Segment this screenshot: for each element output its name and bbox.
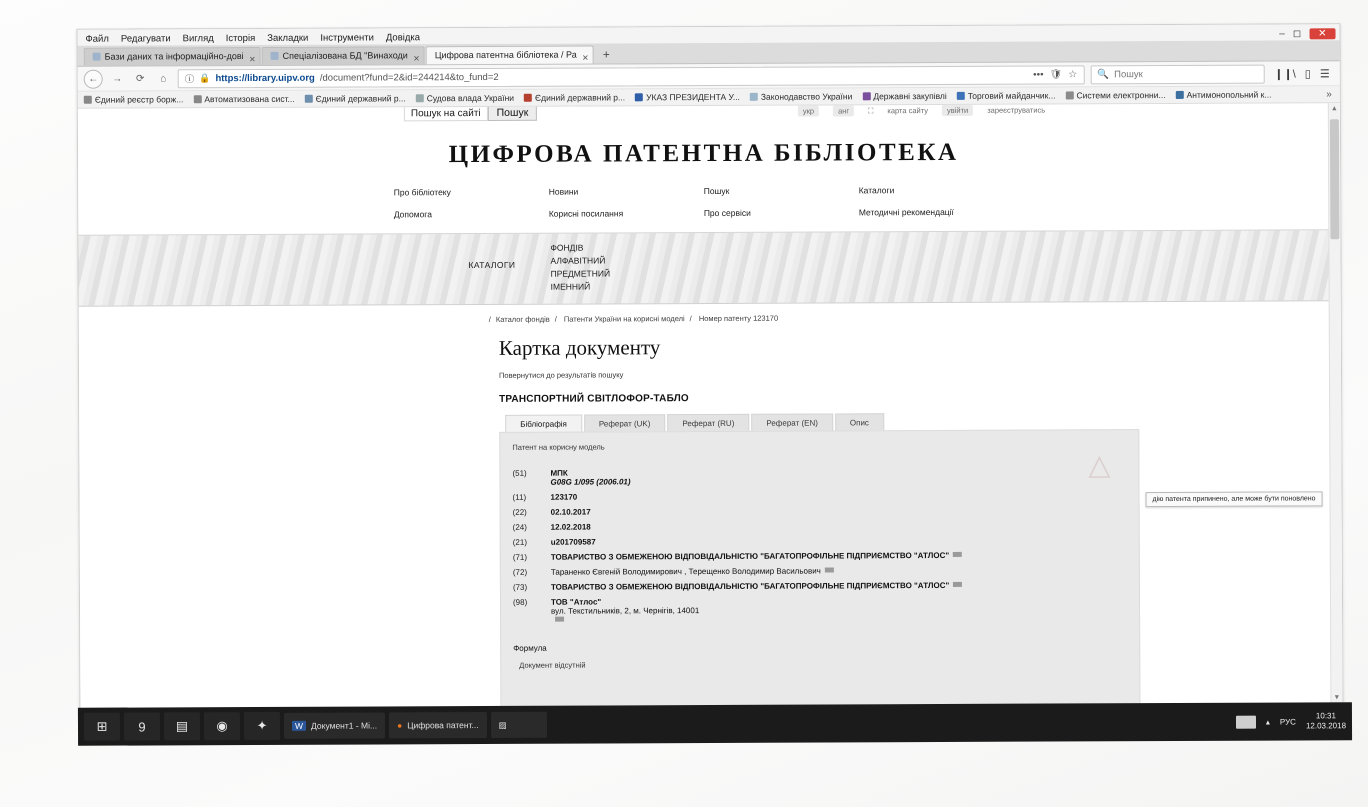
library-icon[interactable]: ❙❙\ [1274,67,1296,81]
taskbar-window-image[interactable] [491,712,547,738]
language-indicator[interactable]: РУС [1279,716,1296,727]
field-code: (98) [512,597,528,607]
bookmark-label: Судова влада України [426,92,515,104]
nav-item-search[interactable]: Пошук [703,185,730,197]
site-banner [78,229,1329,306]
bibliography-table [512,464,966,628]
taskbar-window-label: Цифрова патент... [407,720,479,731]
nav-item-catalogs[interactable]: Каталоги [858,185,895,196]
bookmark-label: Законодавство України [760,91,853,102]
maximize-button[interactable]: ◻ [1292,28,1302,40]
tab-favicon [93,53,101,61]
field-code: (51) [512,468,527,478]
bookmark-label: Автоматизована сист... [204,93,295,105]
status-tooltip: дію патента припинено, але може бути поновлено [1145,491,1322,507]
scrollbar-thumb[interactable] [1330,119,1340,239]
bookmark-item[interactable] [193,94,294,104]
new-tab-button[interactable]: + [602,47,610,62]
bookmark-label: Торговий майданчик... [967,90,1056,101]
table-row [513,593,966,628]
bookmark-favicon [524,94,532,102]
bookmark-favicon [862,92,870,100]
tab-favicon [271,52,279,60]
catalog-item-subject[interactable]: ПРЕДМЕТНИЙ [550,268,611,279]
bookmark-label: Антимонопольний к... [1186,89,1272,100]
tab-specialized-db[interactable] [262,46,425,65]
site-content [78,103,1332,708]
reload-button[interactable]: ⟳ [135,72,145,85]
toolbar-extras[interactable] [1270,67,1333,80]
breadcrumb-item-patent: Номер патенту 123170 [698,313,779,324]
nav-item-guidelines[interactable]: Методичні рекомендації [858,206,954,218]
clock-date: 12.03.2018 [1305,721,1347,731]
minimize-button[interactable]: – [1279,28,1285,40]
menu-item-history[interactable]: Історія [225,32,256,44]
tab-close-icon[interactable]: ✕ [582,53,589,63]
flag-icon [555,617,564,622]
tab-bibliography[interactable]: Бібліографія [505,415,582,432]
clock[interactable] [1306,711,1346,731]
site-title: ЦИФРОВА ПАТЕНТНА БІБЛІОТЕКА [448,138,959,169]
address-bar-tools[interactable] [1033,69,1077,80]
tab-label: Спеціалізована БД "Винаходи [282,50,408,61]
document-card [498,333,1316,709]
tab-digital-patent-library[interactable] [426,46,594,65]
field-value: ТОВАРИСТВО З ОБМЕЖЕНОЮ ВІДПОВІДАЛЬНІСТЮ "БАГАТОПРОФІЛЬНЕ ПІДПРИЄМСТВО "АТЛОС" [550,580,950,592]
image-icon: ▨ [498,719,507,730]
page-scrollbar[interactable] [1328,103,1343,703]
nav-item-links[interactable]: Корисні посилання [548,208,624,219]
bookmark-favicon [1065,91,1073,99]
page-title: Картка документу [498,335,661,360]
taskbar-item-app[interactable]: ✦ [244,712,280,740]
breadcrumb-item-fund[interactable]: Патенти України на корисні моделі [563,314,685,324]
field-code: (21) [512,537,527,547]
field-value: u201709587 [550,537,596,547]
flag-icon [953,552,962,557]
taskbar [78,702,1352,746]
formula-section [513,641,1127,670]
field-code: (72) [512,567,528,577]
forward-button[interactable]: → [112,73,123,85]
bookmark-label: Єдиний державний р... [535,92,626,103]
bookmark-favicon [193,95,201,103]
menu-item-file[interactable]: Файл [85,33,109,45]
keyboard-icon[interactable] [1236,715,1256,728]
nav-item-about[interactable]: Про бібліотеку [393,187,451,198]
taskbar-item-folder[interactable]: ▤ [164,712,200,740]
tab-abstract-ru[interactable]: Реферат (RU) [667,414,749,431]
field-value: Тараненко Євгеній Володимирович , Терещенко Володимир Васильович [550,566,821,577]
browser-window [76,23,1343,721]
tab-label: Цифрова патентна бібліотека / Ра [434,49,577,61]
lock-icon: 🔒 [199,72,211,83]
site-search[interactable] [404,105,537,122]
bookmark-item[interactable] [1176,90,1272,100]
lang-en[interactable]: анг [833,105,854,116]
menu-item-bookmarks[interactable]: Закладки [267,32,309,44]
bookmark-item[interactable] [305,93,406,103]
field-code: (22) [512,507,527,517]
bookmark-label: УКАЗ ПРЕЗИДЕНТА У... [646,91,740,103]
bookmark-favicon [416,94,424,102]
catalog-menu[interactable] [550,241,610,293]
bookmark-item[interactable] [862,91,946,101]
formula-body: Документ відсутній [519,660,586,670]
bookmark-favicon [750,93,758,101]
field-value: 02.10.2017 [550,507,591,517]
field-code: (71) [512,552,528,562]
firefox-icon: ● [397,720,403,731]
scroll-up-icon[interactable]: ▲ [1330,105,1338,113]
bookmark-item[interactable] [1065,90,1165,100]
table-row [512,464,965,490]
tab-description[interactable]: Опис [835,413,884,430]
menu-item-view[interactable]: Вигляд [182,32,214,44]
bookmark-item[interactable] [750,91,852,101]
field-code: (24) [512,522,527,532]
tab-abstract-en[interactable]: Реферат (EN) [751,413,833,430]
search-input[interactable]: Пошук [1114,68,1143,80]
menu-item-help[interactable]: Довідка [385,31,421,43]
bookmark-label: Єдиний реєстр борж... [94,94,184,105]
bookmark-star-icon[interactable]: ☆ [1068,68,1078,80]
register-link[interactable]: зареєструватись [987,105,1046,115]
breadcrumb-item-catalog[interactable]: Каталог фондів [495,314,550,324]
field-value: 12.02.2018 [550,522,591,532]
clock-time: 10:31 [1315,711,1336,721]
taskbar-window-label: Документ1 - Mi... [311,720,378,731]
bookmark-item[interactable] [84,94,184,104]
field-value: 123170 [550,492,578,502]
hamburger-menu-icon[interactable]: ☰ [1319,67,1330,80]
word-icon: W [292,721,306,731]
panel-lead: Патент на корисну модель [512,442,605,452]
sitemap-icon[interactable]: ⛶ [868,105,874,115]
close-button[interactable]: ✕ [1309,28,1335,39]
status-watermark-icon [1086,454,1112,480]
site-utility-links[interactable] [798,105,1045,117]
bookmark-item[interactable] [524,92,625,102]
bookmark-label: Єдиний державний р... [315,93,406,104]
login-link[interactable]: увійти [942,105,973,116]
nav-item-services[interactable]: Про сервіси [703,207,751,219]
field-label: ТОВ "Атлос" [550,597,602,607]
tab-close-icon[interactable]: ✕ [413,54,420,64]
menu-item-edit[interactable]: Редагувати [120,32,171,45]
bookmark-item[interactable] [635,92,740,102]
shield-icon[interactable]: 🛡 [1049,68,1063,81]
bookmark-item[interactable] [416,93,514,103]
page-actions-icon[interactable]: ••• [1033,69,1044,81]
sitemap-link[interactable]: карта сайту [887,106,929,116]
bookmark-favicon [635,93,643,101]
taskbar-item-browser[interactable]: 9 [124,712,160,740]
field-value: ТОВАРИСТВО З ОБМЕЖЕНОЮ ВІДПОВІДАЛЬНІСТЮ "БАГАТОПРОФІЛЬНЕ ПІДПРИЄМСТВО "АТЛОС" [550,550,950,562]
field-value: G08G 1/095 (2006.01) [550,477,631,487]
tab-close-icon[interactable]: ✕ [248,54,256,65]
browser-search-box[interactable] [1090,64,1264,84]
field-value: вул. Текстильників, 2, м. Чернігів, 14001 [551,606,700,616]
bibliography-panel [499,429,1316,709]
formula-heading: Формула [513,643,547,653]
url-path: /document?fund=2&id=244214&to_fund=2 [319,71,499,84]
bookmark-favicon [957,92,965,100]
search-icon: 🔍 [1097,68,1110,80]
bookmarks-overflow-icon[interactable]: » [1326,88,1332,100]
address-bar[interactable] [178,65,1085,88]
tab-label: Бази даних та інформаційно-дові [104,51,244,62]
bookmark-label: Системи електронни... [1076,90,1166,101]
field-code: (73) [512,582,528,592]
scroll-down-icon[interactable]: ▼ [1333,694,1341,702]
catalog-item-name[interactable]: ІМЕННИЙ [550,281,591,292]
bookmark-label: Державні закупівлі [873,90,947,102]
back-button[interactable]: ← [84,69,103,88]
site-search-input[interactable]: Пошук на сайті [404,105,488,120]
start-button[interactable]: ⊞ [84,713,120,741]
catalog-item-alphabetical[interactable]: АЛФАВІТНИЙ [550,255,606,266]
page-info-icon[interactable]: ⓘ [184,74,195,86]
tray-chevron-icon[interactable]: ▴ [1265,717,1270,727]
url-host: https://library.uipv.org [215,72,315,84]
field-label: МПК [550,468,568,478]
breadcrumb[interactable]: / Каталог фондів / Патенти України на корисні моделі / Номер патенту 123170 [488,313,779,324]
bookmark-favicon [1176,91,1184,99]
site-nav[interactable] [394,185,1014,220]
system-tray[interactable] [1236,711,1346,731]
site-search-button[interactable]: Пошук [488,105,538,121]
document-title: ТРАНСПОРТНИЙ СВІТЛОФОР-ТАБЛО [499,393,689,405]
taskbar-item-media[interactable]: ◉ [204,712,240,740]
tab-databases[interactable] [84,47,261,66]
menu-item-tools[interactable]: Інструменти [320,31,374,44]
tab-abstract-uk[interactable]: Реферат (UK) [584,414,666,431]
bookmark-favicon [305,95,313,103]
field-code: (11) [512,492,527,502]
sidebar-icon[interactable]: ▯ [1304,67,1311,80]
page-viewport [78,103,1343,709]
lang-uk[interactable]: укр [798,106,819,117]
catalog-item-funds[interactable]: ФОНДІВ [550,242,584,253]
nav-item-help[interactable]: Допомога [393,209,432,220]
flag-icon [953,582,962,587]
home-button[interactable]: ⌂ [160,72,167,84]
nav-item-news[interactable]: Новини [548,186,579,197]
flag-icon [825,567,834,572]
window-controls[interactable] [1279,28,1335,39]
bookmark-item[interactable] [957,90,1056,100]
bookmark-favicon [84,96,92,104]
back-to-results-link[interactable]: Повернутися до результатів пошуку [498,370,624,380]
catalog-label: КАТАЛОГИ [468,259,516,271]
taskbar-window-word[interactable] [284,712,385,738]
taskbar-window-firefox[interactable] [389,712,487,738]
